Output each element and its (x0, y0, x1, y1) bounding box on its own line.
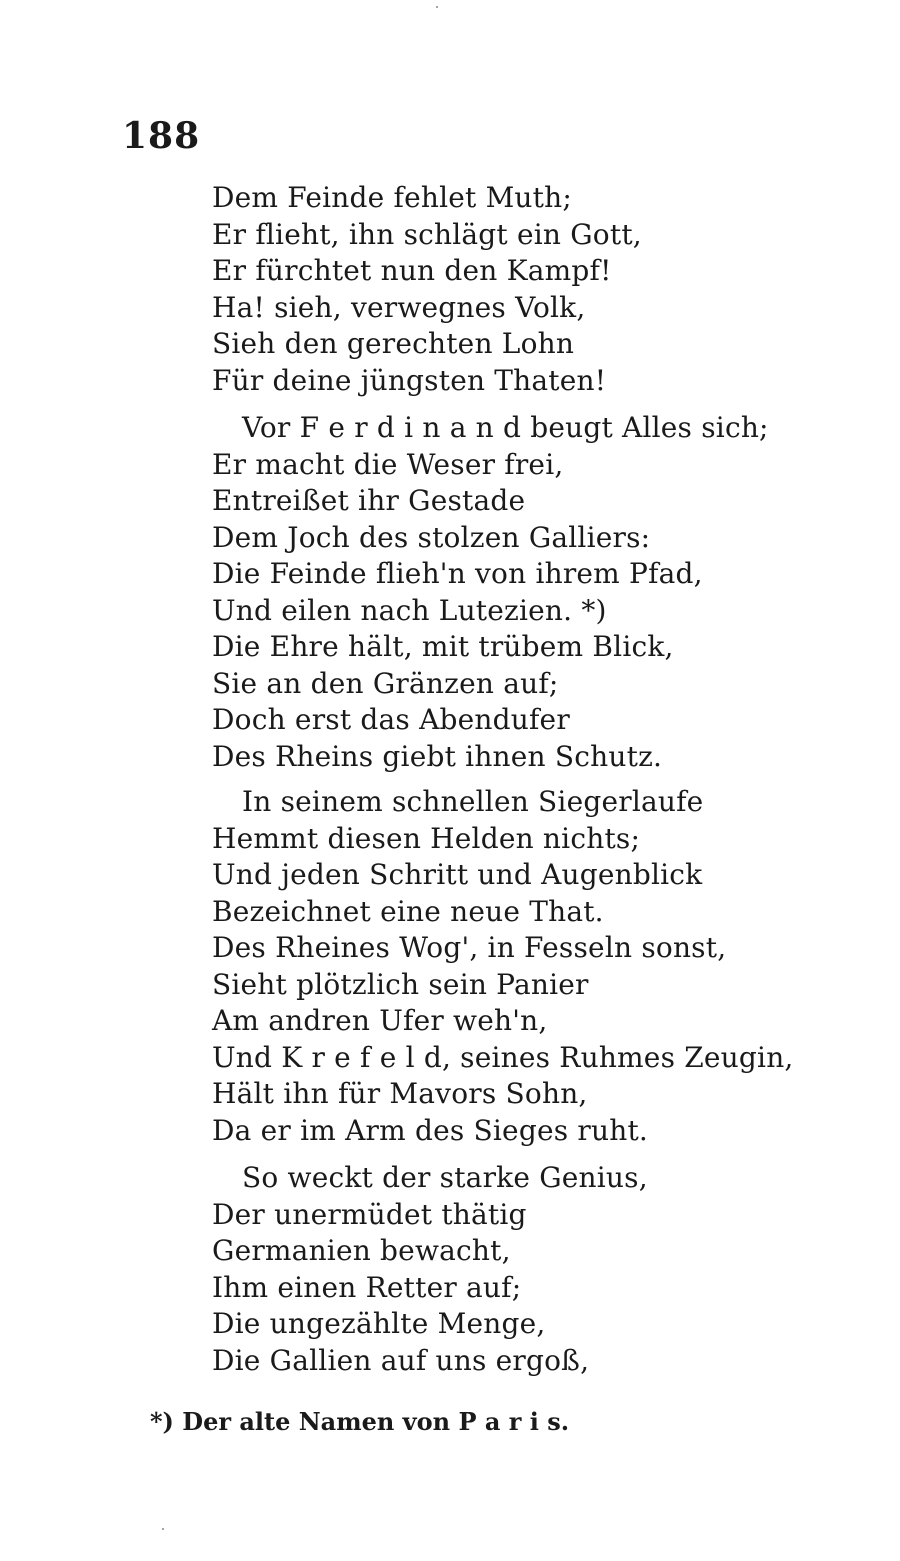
verse-line: Er flieht, ihn schlägt ein Gott, (212, 217, 642, 251)
verse-line: Er macht die Weser frei, (212, 447, 564, 481)
page-number: 188 (122, 115, 201, 157)
verse-line: Da er im Arm des Sieges ruht. (212, 1113, 648, 1147)
verse-line: Des Rheins giebt ihnen Schutz. (212, 739, 663, 773)
verse-line: Und K r e f e l d, seines Ruhmes Zeugin, (212, 1040, 794, 1074)
verse-line: Sie an den Gränzen auf; (212, 666, 559, 700)
verse-line: Des Rheines Wog', in Fesseln sonst, (212, 931, 727, 964)
verse-line: Der unermüdet thätig (212, 1197, 527, 1231)
verse-line: Für deine jüngsten Thaten! (212, 363, 607, 397)
verse-line: Er fürchtet nun den Kampf! (212, 254, 612, 287)
stanza-1 (212, 180, 832, 399)
verse-line: Sieht plötzlich sein Panier (212, 967, 589, 1001)
verse-line: Die Feinde flieh'n von ihrem Pfad, (212, 557, 703, 590)
verse-line: Hält ihn für Mavors Sohn, (212, 1077, 588, 1110)
paper-speck (162, 1528, 164, 1530)
verse-line: Hemmt diesen Helden nichts; (212, 821, 641, 855)
verse-line: Ha! sieh, verwegnes Volk, (212, 290, 586, 324)
stanza-3 (212, 784, 832, 1149)
verse-line: Germanien bewacht, (212, 1234, 511, 1267)
verse-line: Die Gallien auf uns ergoß, (212, 1343, 590, 1377)
verse-line: Ihm einen Retter auf; (212, 1270, 522, 1304)
verse-line: Bezeichnet eine neue That. (212, 894, 604, 928)
verse-line: Die ungezählte Menge, (212, 1307, 546, 1340)
paper-speck (436, 6, 438, 8)
stanza-2 (212, 410, 832, 775)
verse-line: So weckt der starke Genius, (242, 1161, 648, 1194)
verse-line: Vor F e r d i n a n d beugt Alles sich; (242, 411, 769, 444)
verse-line: Entreißet ihr Gestade (212, 484, 526, 517)
stanza-4 (212, 1160, 832, 1379)
verse-line: Dem Joch des stolzen Galliers: (212, 520, 651, 554)
verse-line: Und jeden Schritt und Augenblick (212, 858, 703, 891)
verse-line: Dem Feinde fehlet Muth; (212, 181, 572, 214)
footnote: *) Der alte Namen von P a r i s. (150, 1407, 570, 1436)
verse-line: In seinem schnellen Siegerlaufe (242, 785, 704, 818)
verse-line: Doch erst das Abendufer (212, 703, 570, 736)
verse-line: Die Ehre hält, mit trübem Blick, (212, 630, 674, 663)
verse-line: Am andren Ufer weh'n, (212, 1004, 548, 1037)
verse-line: Sieh den gerechten Lohn (212, 327, 575, 360)
verse-line: Und eilen nach Lutezien. *) (212, 593, 607, 627)
